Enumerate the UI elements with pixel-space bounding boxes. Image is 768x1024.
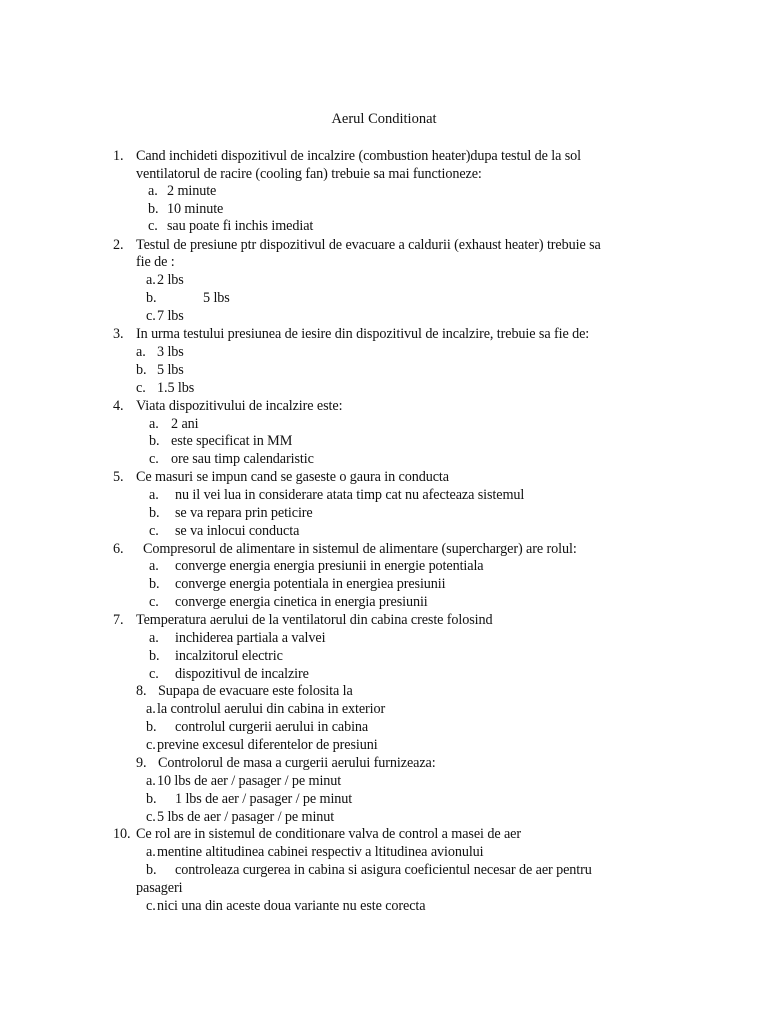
q1-option-c-letter: c. <box>148 218 158 234</box>
q5-option-c-text: se va inlocui conducta <box>175 523 300 539</box>
q9-option-c-letter: c. <box>146 809 156 825</box>
question-2-text-cont: fie de : <box>136 254 175 270</box>
question-9-number: 9. <box>136 755 147 771</box>
question-4-text: Viata dispozitivului de incalzire este: <box>136 398 343 414</box>
q1-option-b-text: 10 minute <box>167 201 224 217</box>
q7-option-c-text: dispozitivul de incalzire <box>175 666 309 682</box>
q9-option-b-text: 1 lbs de aer / pasager / pe minut <box>175 791 353 807</box>
q7-option-a-letter: a. <box>149 630 159 646</box>
question-6-text: Compresorul de alimentare in sistemul de alimentare (supercharger) are rolul: <box>143 541 577 557</box>
q5-option-b-text: se va repara prin peticire <box>175 505 313 521</box>
q6-option-a-text: converge energia energia presiunii in energie potentiala <box>175 558 484 574</box>
q8-option-a-letter: a. <box>146 701 156 717</box>
q3-option-a-text: 3 lbs <box>157 344 184 360</box>
q8-option-a-text: la controlul aerului din cabina in exterior <box>157 701 386 717</box>
question-1-text-cont: ventilatorul de racire (cooling fan) trebuie sa mai functioneze: <box>136 166 482 182</box>
q2-option-c-text: 7 lbs <box>157 308 184 324</box>
q10-option-b-text: controleaza curgerea in cabina si asigura coeficientul necesar de aer pentru <box>175 862 592 878</box>
question-8-text: Supapa de evacuare este folosita la <box>158 683 353 699</box>
question-4-number: 4. <box>113 398 124 414</box>
question-7-number: 7. <box>113 612 124 628</box>
q7-option-b-letter: b. <box>149 648 160 664</box>
q7-option-a-text: inchiderea partiala a valvei <box>175 630 326 646</box>
q1-option-c-text: sau poate fi inchis imediat <box>167 218 314 234</box>
question-5-text: Ce masuri se impun cand se gaseste o gaura in conducta <box>136 469 449 485</box>
q4-option-b-text: este specificat in MM <box>171 433 293 449</box>
q9-option-b-letter: b. <box>146 791 157 807</box>
question-2-number: 2. <box>113 237 124 253</box>
q6-option-c-text: converge energia cinetica in energia presiunii <box>175 594 428 610</box>
q6-option-b-letter: b. <box>149 576 160 592</box>
q3-option-c-text: 1.5 lbs <box>157 380 195 396</box>
q3-option-c-letter: c. <box>136 380 146 396</box>
q2-option-b-letter: b. <box>146 290 157 306</box>
q4-option-a-text: 2 ani <box>171 416 199 432</box>
q2-option-a-text: 2 lbs <box>157 272 184 288</box>
q4-option-b-letter: b. <box>149 433 160 449</box>
question-8-number: 8. <box>136 683 147 699</box>
q3-option-b-text: 5 lbs <box>157 362 184 378</box>
question-10-text: Ce rol are in sistemul de conditionare valva de control a masei de aer <box>136 826 521 842</box>
q5-option-b-letter: b. <box>149 505 160 521</box>
q6-option-b-text: converge energia potentiala in energiea presiunii <box>175 576 446 592</box>
q6-option-a-letter: a. <box>149 558 159 574</box>
q3-option-b-letter: b. <box>136 362 147 378</box>
q1-option-a-text: 2 minute <box>167 183 217 199</box>
question-3-number: 3. <box>113 326 124 342</box>
question-5-number: 5. <box>113 469 124 485</box>
q3-option-a-letter: a. <box>136 344 146 360</box>
q8-option-c-letter: c. <box>146 737 156 753</box>
q8-option-b-text: controlul curgerii aerului in cabina <box>175 719 369 735</box>
question-2-text: Testul de presiune ptr dispozitivul de evacuare a caldurii (exhaust heater) trebuie sa <box>136 237 601 253</box>
q10-option-c-letter: c. <box>146 898 156 914</box>
question-1-number: 1. <box>113 148 124 164</box>
q4-option-c-text: ore sau timp calendaristic <box>171 451 314 467</box>
q10-option-a-text: mentine altitudinea cabinei respectiv a ltitudinea avionului <box>157 844 484 860</box>
q5-option-a-text: nu il vei lua in considerare atata timp cat nu afecteaza sistemul <box>175 487 525 503</box>
q9-option-a-text: 10 lbs de aer / pasager / pe minut <box>157 773 342 789</box>
page-title: Aerul Conditionat <box>331 111 437 127</box>
q2-option-a-letter: a. <box>146 272 156 288</box>
q10-option-c-text: nici una din aceste doua variante nu este corecta <box>157 898 426 914</box>
question-1-text: Cand inchideti dispozitivul de incalzire (combustion heater)dupa testul de la sol <box>136 148 581 164</box>
q4-option-a-letter: a. <box>149 416 159 432</box>
q5-option-c-letter: c. <box>149 523 159 539</box>
q8-option-c-text: previne excesul diferentelor de presiuni <box>157 737 378 753</box>
q7-option-b-text: incalzitorul electric <box>175 648 283 664</box>
q10-option-b-text-cont: pasageri <box>136 880 183 896</box>
question-6-number: 6. <box>113 541 124 557</box>
question-7-text: Temperatura aerului de la ventilatorul din cabina creste folosind <box>136 612 493 628</box>
q7-option-c-letter: c. <box>149 666 159 682</box>
q10-option-b-letter: b. <box>146 862 157 878</box>
q2-option-b-text: 5 lbs <box>203 290 230 306</box>
question-10-number: 10. <box>113 826 131 842</box>
q9-option-c-text: 5 lbs de aer / pasager / pe minut <box>157 809 335 825</box>
q8-option-b-letter: b. <box>146 719 157 735</box>
q4-option-c-letter: c. <box>149 451 159 467</box>
q1-option-a-letter: a. <box>148 183 158 199</box>
q5-option-a-letter: a. <box>149 487 159 503</box>
q1-option-b-letter: b. <box>148 201 159 217</box>
question-3-text: In urma testului presiunea de iesire din dispozitivul de incalzire, trebuie sa fie de: <box>136 326 590 342</box>
q10-option-a-letter: a. <box>146 844 156 860</box>
q6-option-c-letter: c. <box>149 594 159 610</box>
question-9-text: Controlorul de masa a curgerii aerului furnizeaza: <box>158 755 436 771</box>
q2-option-c-letter: c. <box>146 308 156 324</box>
q9-option-a-letter: a. <box>146 773 156 789</box>
